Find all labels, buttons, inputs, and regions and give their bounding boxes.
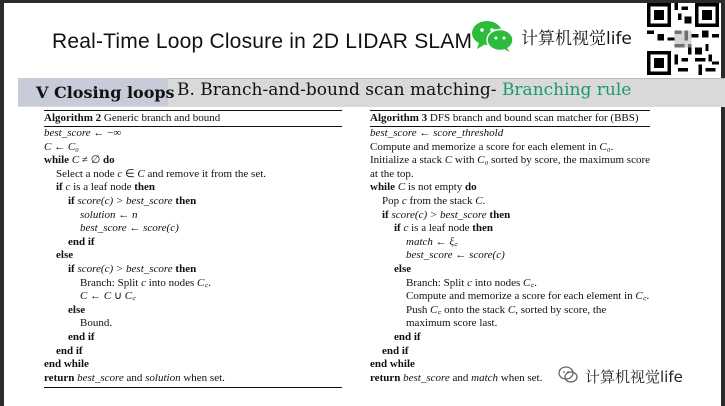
algorithm-token: C [44,140,52,153]
algorithm-token: ξ꜀ [449,235,458,248]
algorithm-token: C [137,167,145,180]
algorithm-token: c [467,276,472,289]
algorithm-token: is a leaf node [408,222,473,235]
algorithm-left-rule [44,387,342,388]
algorithm-left-title-text: Generic branch and bound [101,112,221,124]
algorithm-token: Pop [382,194,402,207]
algorithm-token: . [208,276,211,289]
algorithm-token: and remove it from the set. [144,167,267,180]
algorithm-token: best_score [44,127,91,139]
algorithm-token: C₀ [477,154,489,167]
algorithm-token: ← −∞ [90,127,122,139]
algorithm-token: end while [44,358,89,371]
algorithm-line [44,154,342,168]
algorithm-line [370,141,650,155]
algorithm-token: C [71,154,80,167]
algorithm-token: ← [115,208,132,221]
algorithm-token: c [117,167,123,180]
algorithm-token: return [44,371,78,384]
watermark-text: 计算机视觉life [585,368,683,386]
algorithm-token: is not empty [405,181,466,194]
algorithm-line [370,209,650,223]
algorithm-token: C꜀ [635,290,647,303]
algorithm-line [44,372,342,386]
algorithm-token: then [486,208,511,221]
algorithm-token: sorted by score, the maximum score at the top. [370,154,651,180]
algorithm-token: score_threshold [433,127,504,139]
algorithm-token: C [507,303,516,316]
algorithm-token: best_score [77,371,124,384]
frame-top [0,0,725,3]
algorithm-left-title [44,110,342,127]
algorithm-token: if [394,222,404,235]
algorithm-token: Branch: Split [406,276,468,289]
algorithm-line [44,317,342,331]
algorithm-line [370,345,650,359]
algorithm-line [370,236,650,250]
algorithm-token: when set. [180,371,225,384]
algorithm-token: C꜀ [197,276,209,289]
wechat-icon [471,19,515,53]
algorithm-right-title [370,110,650,127]
algorithm-token: end while [370,358,415,371]
algorithm-token: onto the stack [441,303,508,316]
algorithm-token: ∈ [122,167,138,180]
algorithm-token: C꜀ [430,303,442,316]
algorithm-token: return [370,371,404,384]
algorithm-token: best_score [80,222,127,235]
algorithm-token: end if [394,330,421,343]
algorithm-token: C [475,194,483,207]
algorithm-token: then [172,194,197,207]
algorithm-token: C [103,290,112,303]
algorithm-token: score(c) > best_score [77,194,173,207]
algorithm-line [44,358,342,372]
algorithm-token: , sorted by score, the maximum score last. [406,303,607,330]
algorithm-token: Initialize a stack [370,154,445,167]
algorithm-token: then [134,181,155,194]
algorithm-token: solution [80,208,116,221]
algorithm-line [370,222,650,236]
algorithm-token: end if [382,344,409,357]
section-heading [177,80,631,100]
algorithm-token: ← [416,127,434,139]
algorithm-token: best_score [403,371,450,384]
algorithm-token: ≠ ∅ [79,154,104,167]
algorithm-line [44,168,342,182]
brand-name: 计算机视觉life [521,29,632,49]
algorithm-token: if [68,194,78,207]
algorithm-token: C [397,181,406,194]
algorithm-token: into nodes [146,276,198,289]
algorithm-line [370,304,650,331]
wechat-watermark-icon [558,366,578,384]
qr-code-icon [647,3,719,75]
algorithm-right [370,110,650,385]
algorithm-token: and [123,371,146,384]
algorithm-right-title-text: DFS branch and bound scan matcher for (BBS) [427,112,639,124]
algorithm-token: . [610,140,614,153]
algorithm-token: best_score [370,127,417,139]
algorithm-token: do [465,181,477,194]
algorithm-token: c [65,181,71,194]
algorithm-line [44,181,342,195]
algorithm-token: Bound. [80,317,113,330]
algorithm-token: end if [68,330,95,343]
algorithm-line [44,304,342,318]
algorithm-token: if [56,181,66,194]
algorithm-token: C꜀ [523,276,535,289]
algorithm-token: if [68,262,78,275]
algorithm-line [44,345,342,359]
algorithm-token: end if [56,344,83,357]
algorithm-token: else [68,303,86,316]
algorithm-token: . [482,194,486,207]
algorithm-token: is a leaf node [70,181,135,194]
algorithm-token: . [646,290,650,303]
algorithm-token: else [394,262,412,275]
algorithm-token: ← [432,235,450,248]
algorithm-line [44,236,342,250]
algorithm-token: solution [145,371,181,384]
algorithm-token: best_score [406,249,453,262]
algorithm-line [44,195,342,209]
algorithm-token: while [370,181,398,194]
algorithm-left [44,110,342,388]
algorithm-line [44,277,342,291]
algorithm-line [44,249,342,263]
algorithm-token: Push [406,303,431,316]
algorithm-line [44,209,342,223]
section-label: V Closing loops [36,83,175,102]
frame-left [0,0,4,406]
algorithm-token: with [452,154,478,167]
algorithm-token: from the stack [406,194,476,207]
algorithm-line [370,277,650,291]
algorithm-line [370,154,650,181]
algorithm-left-label: Algorithm 2 [44,112,102,124]
algorithm-line [44,222,342,236]
algorithm-token: Branch: Split [80,276,142,289]
algorithm-token: when set. [498,371,543,384]
algorithm-token: score(c) > best_score [391,208,487,221]
algorithm-line [44,263,342,277]
algorithm-token: and [449,371,472,384]
section-heading-prefix: B. Branch-and-bound scan matching- [177,80,502,100]
algorithm-token: ← [87,290,104,303]
algorithm-token: while [44,154,72,167]
algorithm-token: Select a node [56,167,118,180]
algorithm-token: then [172,262,197,275]
algorithm-token: into nodes [472,276,524,289]
algorithm-token: Compute and memorize a score for each element in [370,140,600,153]
algorithm-line [44,127,342,141]
algorithm-token: else [56,249,74,262]
algorithm-line [370,263,650,277]
algorithm-line [370,181,650,195]
algorithm-line [44,141,342,155]
algorithm-token: c [141,276,146,289]
algorithm-line [44,290,342,304]
algorithm-token: c [401,194,407,207]
algorithm-token: C₀ [67,140,80,153]
algorithm-token: end if [68,235,95,248]
algorithm-token: match [406,235,433,248]
algorithm-token: ← [452,249,470,262]
algorithm-line [370,195,650,209]
algorithm-line [370,127,650,141]
algorithm-token: c [403,222,409,235]
algorithm-token: C [444,154,453,167]
algorithm-right-label: Algorithm 3 [370,112,428,124]
algorithm-token: C [80,290,88,303]
algorithm-token: Compute and memorize a score for each element in [406,290,636,303]
algorithm-token: score(c) [143,222,179,235]
algorithm-left-body [44,127,342,385]
algorithm-token: score(c) [469,249,505,262]
algorithm-line [370,331,650,345]
algorithm-token: ← [51,140,68,153]
algorithm-token: if [382,208,392,221]
algorithm-token: do [103,154,115,167]
algorithm-token: . [534,276,537,289]
algorithm-token: ∪ [111,290,125,303]
algorithm-token: n [131,208,138,221]
algorithm-token: ← [126,222,144,235]
slide-title: Real-Time Loop Closure in 2D LIDAR SLAM [52,30,473,53]
algorithm-token: C₀ [599,140,611,153]
frame-right [721,0,725,406]
algorithm-token: then [472,222,493,235]
algorithm-token: match [471,371,499,384]
algorithm-right-body [370,127,650,385]
algorithm-line [370,290,650,304]
algorithm-token: C꜀ [124,290,136,303]
algorithm-token: score(c) > best_score [77,262,173,275]
algorithm-line [370,249,650,263]
section-heading-highlight: Branching rule [501,80,632,100]
algorithm-line [44,331,342,345]
